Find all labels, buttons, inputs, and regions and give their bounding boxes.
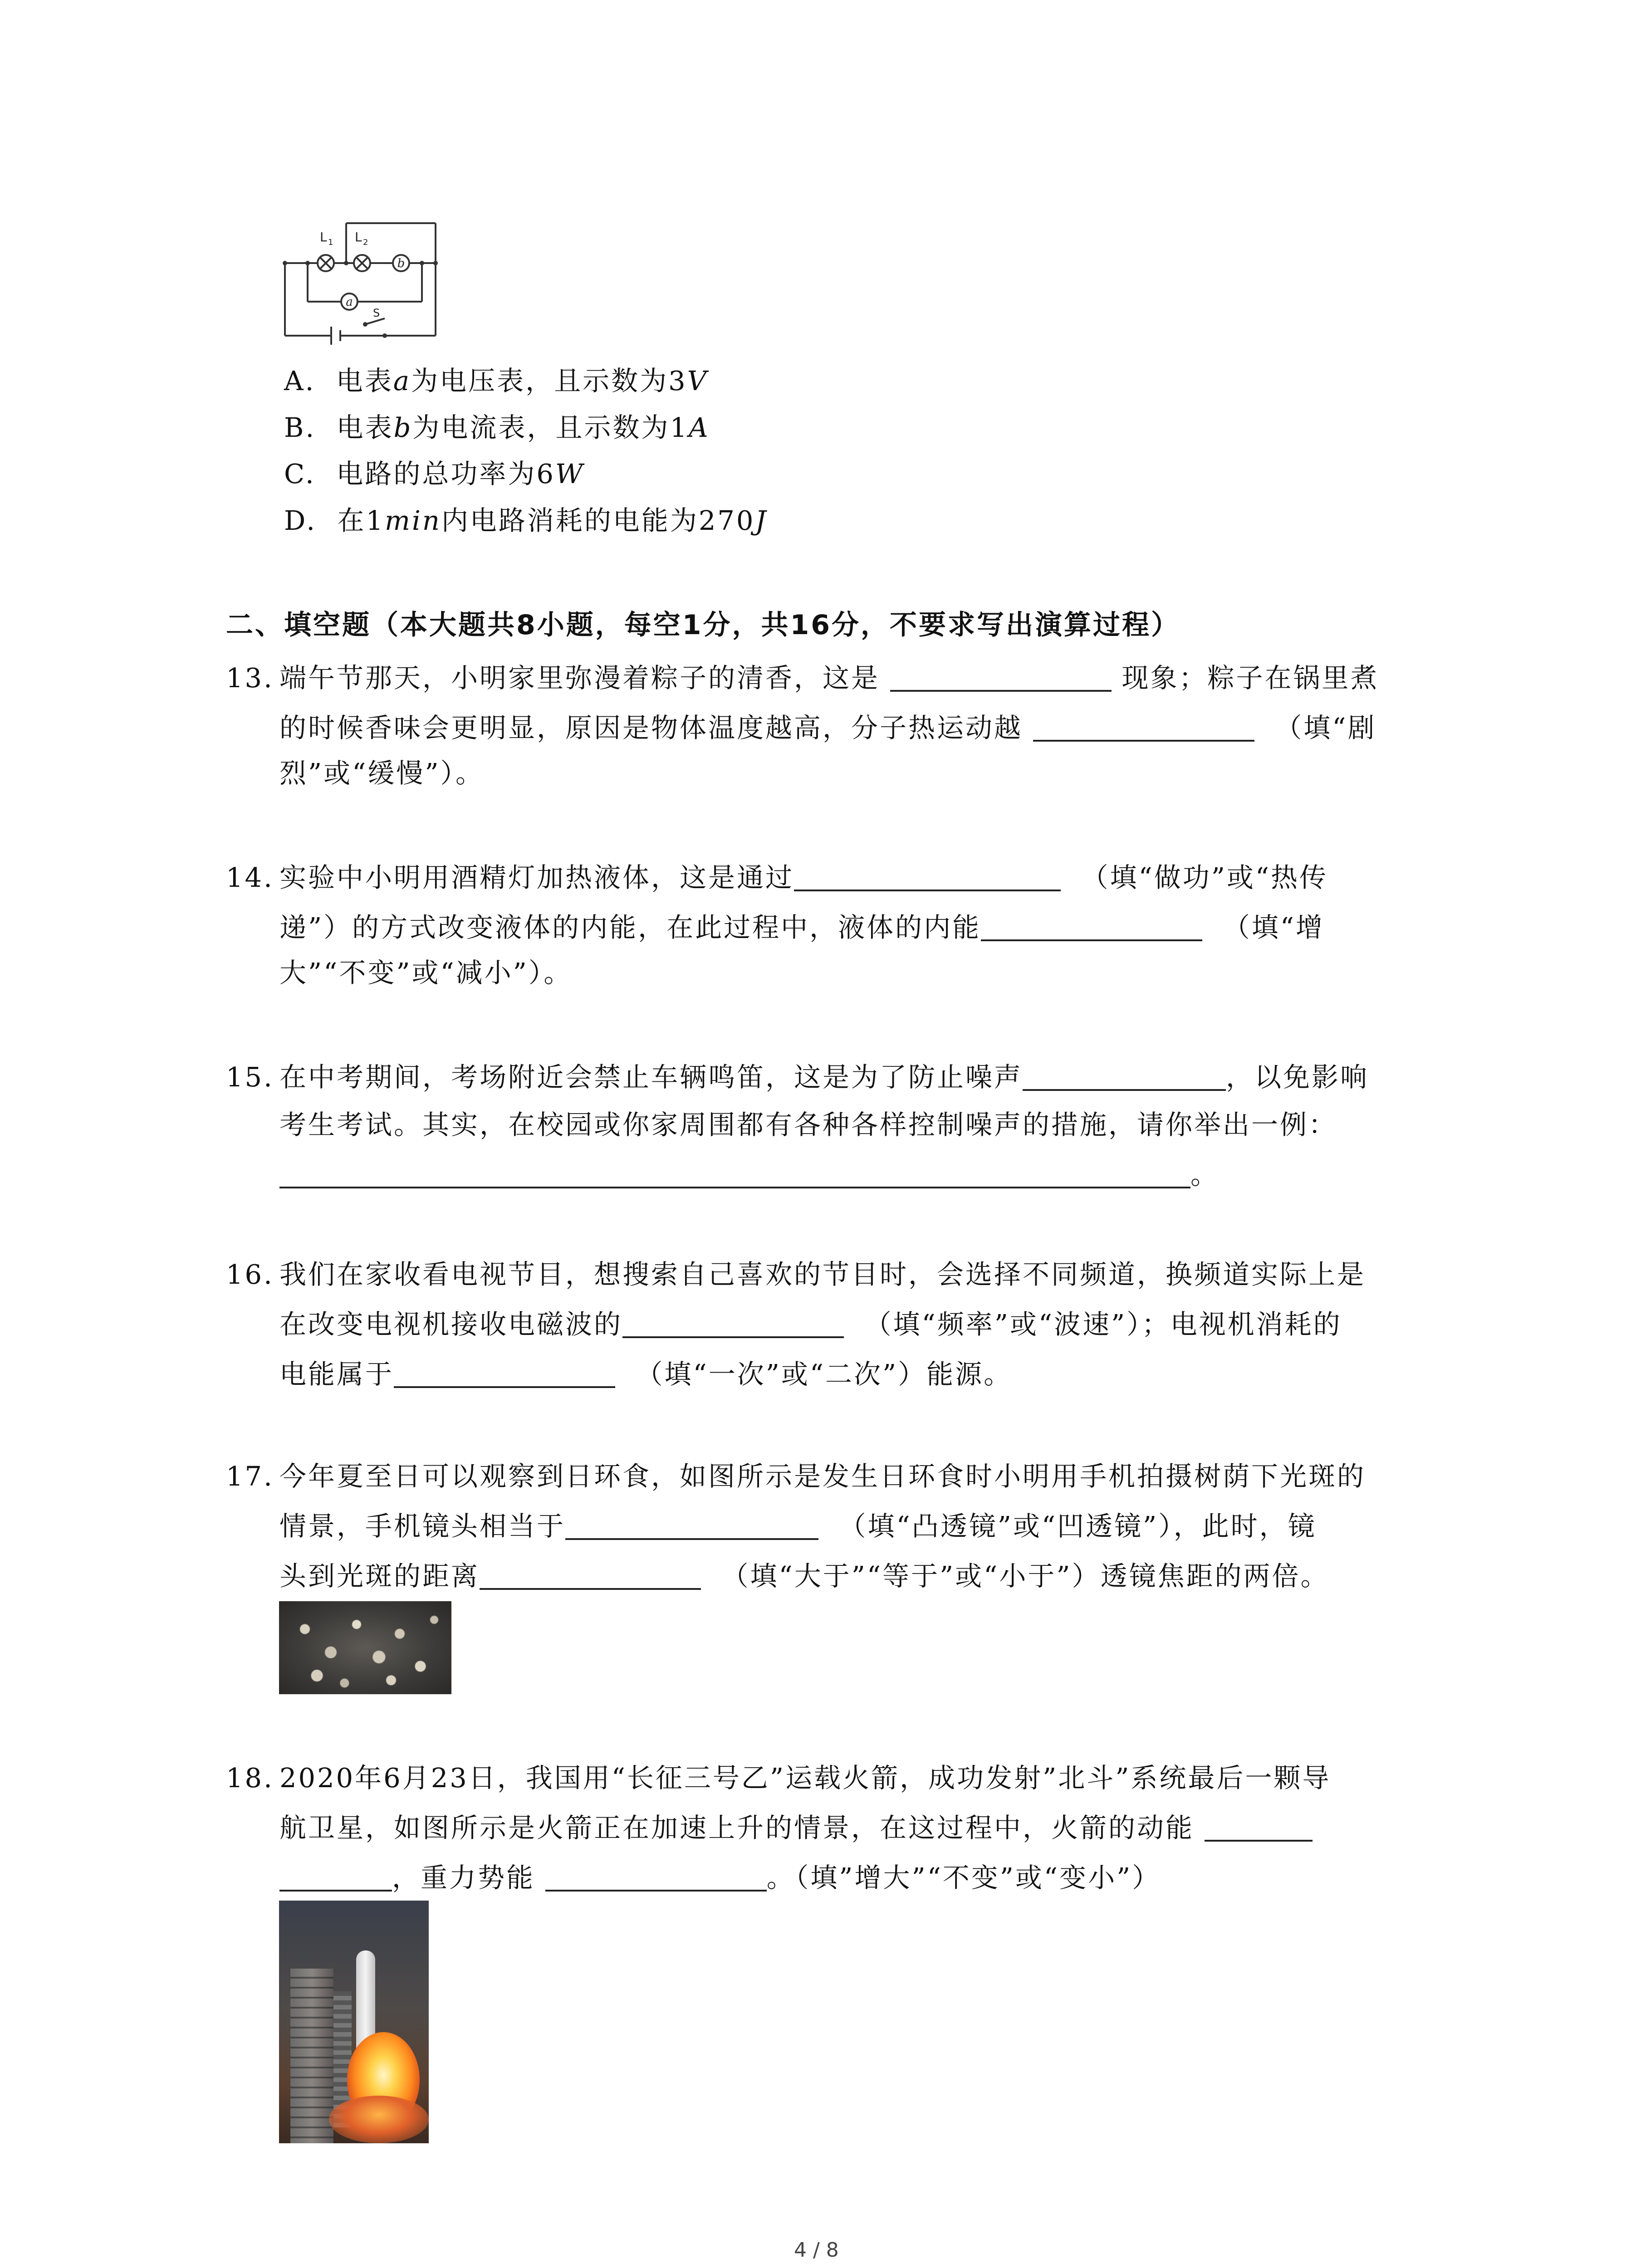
q16-line-1: 16. 我们在家收看电视节目，想搜索自己喜欢的节目时，会选择不同频道，换频道实际上是 — [226, 1256, 1366, 1293]
q16-blank-2[interactable] — [394, 1359, 615, 1388]
q14-blank-1[interactable] — [794, 862, 1061, 891]
light-spots-photo — [279, 1601, 451, 1694]
q17-blank-2[interactable] — [480, 1561, 701, 1590]
section-2-title: 二、填空题（本大题共8小题，每空1分，共16分，不要求写出演算过程） — [226, 609, 1180, 641]
q12-option-c: C. 电路的总功率为6W — [284, 458, 585, 489]
meter-b-icon — [393, 255, 409, 271]
q16-blank-1[interactable] — [622, 1309, 844, 1338]
q14-line-2: 递”）的方式改变液体的内能，在此过程中，液体的内能 （填“增 — [279, 912, 1324, 943]
q14-number: 14. — [226, 862, 274, 893]
q12-option-a: A. 电表a为电压表，且示数为3V — [284, 365, 709, 396]
q17-blank-1[interactable] — [565, 1511, 818, 1540]
lamp-l1-icon — [318, 255, 334, 271]
q14-line-1: 14. 实验中小明用酒精灯加热液体，这是通过 （填“做功”或“热传 — [226, 860, 1328, 896]
q17-number: 17. — [226, 1461, 274, 1492]
q15-line-2: 考生考试。其实，在校园或你家周围都有各种各样控制噪声的措施，请你举出一例： — [279, 1109, 1337, 1140]
q13-line-2: 的时候香味会更明显，原因是物体温度越高，分子热运动越 （填“剧 — [279, 712, 1376, 743]
q15-number: 15. — [226, 1061, 274, 1093]
lamp-l1-label: L — [320, 230, 327, 244]
meter-b-label: b — [397, 257, 405, 270]
q13-blank-2[interactable] — [1033, 713, 1254, 742]
q15-line-1: 15. 在中考期间，考场附近会禁止车辆鸣笛，这是为了防止噪声 ，以免影响 — [226, 1059, 1369, 1095]
q16-number: 16. — [226, 1259, 274, 1290]
q18-line-2: 航卫星，如图所示是火箭正在加速上升的情景，在这过程中，火箭的动能 — [279, 1810, 1313, 1846]
q17-line-2: 情景，手机镜头相当于 （填“凸透镜”或“凹透镜”），此时，镜 — [279, 1510, 1317, 1542]
meter-a-label: a — [346, 295, 353, 309]
q13-line-3: 烈”或“缓慢”）。 — [279, 758, 484, 789]
q16-line-2: 在改变电视机接收电磁波的 （填“频率”或“波速”）；电视机消耗的 — [279, 1309, 1342, 1340]
q18-line-3: ，重力势能 。（填”增大”“不变”或“变小”） — [279, 1860, 1161, 1896]
circuit-diagram — [272, 213, 454, 363]
page-number: 4 / 8 — [794, 2239, 839, 2262]
q15-blank-2[interactable] — [279, 1159, 1190, 1188]
q14-line-3: 大”“不变”或“减小”）。 — [279, 957, 573, 988]
rocket-launch-photo — [279, 1901, 429, 2143]
lamp-l1-subscript: 1 — [328, 238, 333, 247]
q16-line-3: 电能属于 （填“一次”或“二次”）能源。 — [279, 1359, 1013, 1390]
q18-line-1: 18. 2020年6月23日，我国用“长征三号乙”运载火箭，成功发射”北斗”系统最后一颗导 — [226, 1760, 1331, 1796]
q18-blank-2[interactable] — [545, 1862, 767, 1892]
q14-blank-2[interactable] — [981, 912, 1202, 941]
lamp-l2-label: L — [355, 230, 362, 244]
q12-option-d: D. 在1min内电路消耗的电能为270J — [284, 505, 768, 536]
q15-line-3: 。 — [279, 1157, 1219, 1193]
lamp-l2-icon — [354, 255, 370, 271]
q13-number: 13. — [226, 662, 274, 694]
q18-number: 18. — [226, 1762, 274, 1794]
lamp-l2-subscript: 2 — [363, 238, 368, 247]
q15-blank-1[interactable] — [1023, 1062, 1226, 1091]
q17-line-1: 17. 今年夏至日可以观察到日环食，如图所示是发生日环食时小明用手机拍摄树荫下光斑的 — [226, 1458, 1366, 1495]
q18-blank-1[interactable] — [1205, 1813, 1313, 1842]
q12-option-b: B. 电表b为电流表，且示数为1A — [284, 412, 710, 443]
q18-blank-1-continued[interactable] — [279, 1862, 392, 1892]
switch-label: S — [373, 307, 380, 319]
q13-line-1: 13. 端午节那天，小明家里弥漫着粽子的清香，这是 现象；粽子在锅里煮 — [226, 660, 1379, 696]
meter-a-icon — [341, 293, 358, 310]
q17-line-3: 头到光斑的距离 （填“大于”“等于”或“小于”）透镜焦距的两倍。 — [279, 1560, 1329, 1592]
q13-blank-1[interactable] — [890, 663, 1112, 692]
